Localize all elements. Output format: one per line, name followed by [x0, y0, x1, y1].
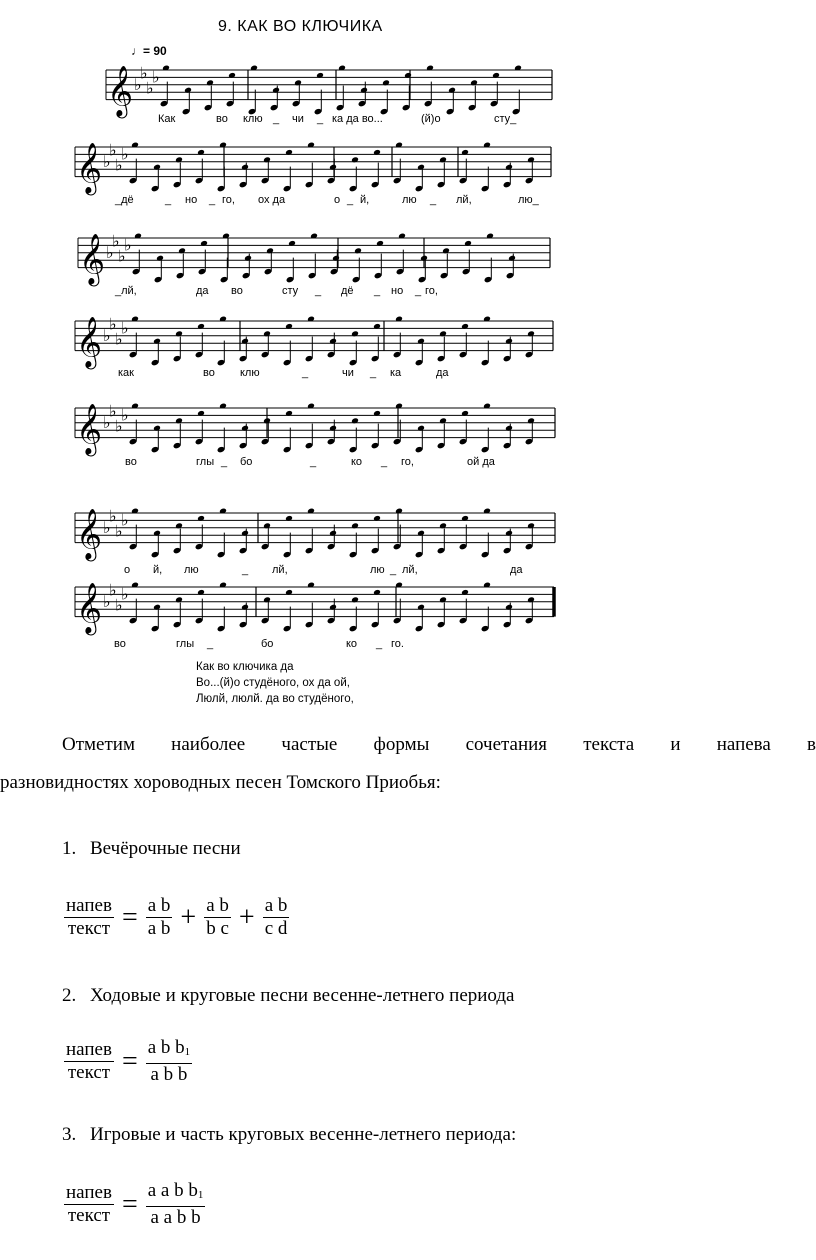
flat-icon: ♭: [115, 155, 123, 175]
list-item-3: 3. Игровые и часть круговых весенне-летнего периода:: [62, 1124, 517, 1145]
flat-icon: ♭: [115, 595, 123, 615]
music-score: 9. КАК ВО КЛЮЧИКА ♩= 90 𝄞 ♭ ♭ ♭ ♭ 𝄞 ♭ ♭ ♭ ♭ 𝄞 ♭ ♭ ♭ ♭ 𝄞 ♭ ♭ ♭ ♭ 𝄞 ♭ ♭ ♭ ♭ 𝄞 ♭ ♭ ♭ ♭ 𝄞 ♭ ♭ ♭ ♭ Как во клю _ чи _ ка да во... (й)о сту_ _дё _ но _ го, ох да о _ й, лю _ лй, лю_ _лй, да во сту _ дё _ но _ го, как во клю _ чи _ ка да во глы _ бо _ ко _ го, ой да о й, лю _ лй, лю _ лй, да во глы _ бо ко _ го. Как во ключика да Во...(й)о студёного, ох да ой, Люлй, люлй. да во студёного,: [0, 0, 816, 712]
fraction-term: $\frac{\text{a b}}{\text{b c}}$: [206, 895, 229, 939]
plus-sign: +: [180, 901, 197, 933]
flat-icon: ♭: [115, 521, 123, 541]
treble-clef-icon: 𝄞: [76, 316, 103, 368]
verse-line-2: Во...(й)о студёного, ох да ой,: [196, 677, 350, 689]
flat-icon: ♭: [112, 231, 120, 251]
flat-icon: ♭: [103, 517, 111, 537]
list-item-1: 1. Вечёрочные песни: [62, 838, 241, 859]
flat-icon: ♭: [103, 325, 111, 345]
flat-icon: ♭: [109, 506, 117, 526]
flat-icon: ♭: [103, 151, 111, 171]
flat-icon: ♭: [121, 318, 129, 338]
formula-1: [64, 896, 289, 939]
fraction-term: $\frac{\text{a b}}{\text{c d}}$: [264, 895, 288, 939]
fraction-term: $\frac{a a b b_1}{\text{a a b b}}$: [147, 1180, 204, 1228]
flat-icon: ♭: [109, 401, 117, 421]
flat-icon: ♭: [124, 235, 132, 255]
paragraph-line-2: разновидностях хороводных песен Томского Приобья:: [0, 772, 441, 793]
flat-icon: ♭: [121, 510, 129, 530]
flat-icon: ♭: [134, 74, 142, 94]
fraction-napev-tekst: $\frac{\text{напев}}{\text{текст}}$: [66, 1039, 112, 1083]
flat-icon: ♭: [103, 591, 111, 611]
intro-paragraph: [0, 732, 816, 796]
equals-sign: =: [121, 1188, 138, 1220]
flat-icon: ♭: [121, 144, 129, 164]
flat-icon: ♭: [115, 416, 123, 436]
paragraph-line-1: Отметим наиболее частые формы сочетания текста и напева в: [62, 734, 816, 755]
flat-icon: ♭: [106, 242, 114, 262]
equals-sign: =: [121, 1045, 138, 1077]
fraction-napev-tekst: $\frac{\text{напев}}{\text{текст}}$: [66, 1182, 112, 1226]
equals-sign: =: [121, 901, 138, 933]
treble-clef-icon: 𝄞: [76, 403, 103, 455]
flat-icon: ♭: [109, 580, 117, 600]
plus-sign: +: [238, 901, 255, 933]
treble-clef-icon: 𝄞: [76, 582, 103, 634]
fraction-napev-tekst: $\frac{\text{напев}}{\text{текст}}$: [66, 895, 112, 939]
flat-icon: ♭: [115, 329, 123, 349]
flat-icon: ♭: [121, 405, 129, 425]
list-item-2: 2. Ходовые и круговые песни весенне-летнего периода: [62, 985, 515, 1006]
verse-line-3: Люлй, люлй. да во студёного,: [196, 693, 354, 705]
flat-icon: ♭: [121, 584, 129, 604]
flat-icon: ♭: [109, 314, 117, 334]
flat-icon: ♭: [109, 140, 117, 160]
formula-2: [64, 1038, 192, 1085]
fraction-term: $\frac{a b b_1}{\text{a b b}}$: [147, 1037, 191, 1085]
score-title: 9. КАК ВО КЛЮЧИКА: [218, 18, 383, 35]
fraction-term: $\frac{\text{a b}}{\text{a b}}$: [147, 895, 171, 939]
flat-icon: ♭: [146, 78, 154, 98]
flat-icon: ♭: [140, 63, 148, 83]
treble-clef-icon: 𝄞: [79, 233, 106, 285]
flat-icon: ♭: [118, 246, 126, 266]
tempo-marking: ♩= 90: [131, 44, 167, 58]
treble-clef-icon: 𝄞: [76, 508, 103, 560]
formula-3: [64, 1181, 205, 1228]
treble-clef-icon: 𝄞: [107, 65, 134, 117]
treble-clef-icon: 𝄞: [76, 142, 103, 194]
verse-line-1: Как во ключика да: [196, 661, 294, 673]
flat-icon: ♭: [152, 67, 160, 87]
flat-icon: ♭: [103, 412, 111, 432]
